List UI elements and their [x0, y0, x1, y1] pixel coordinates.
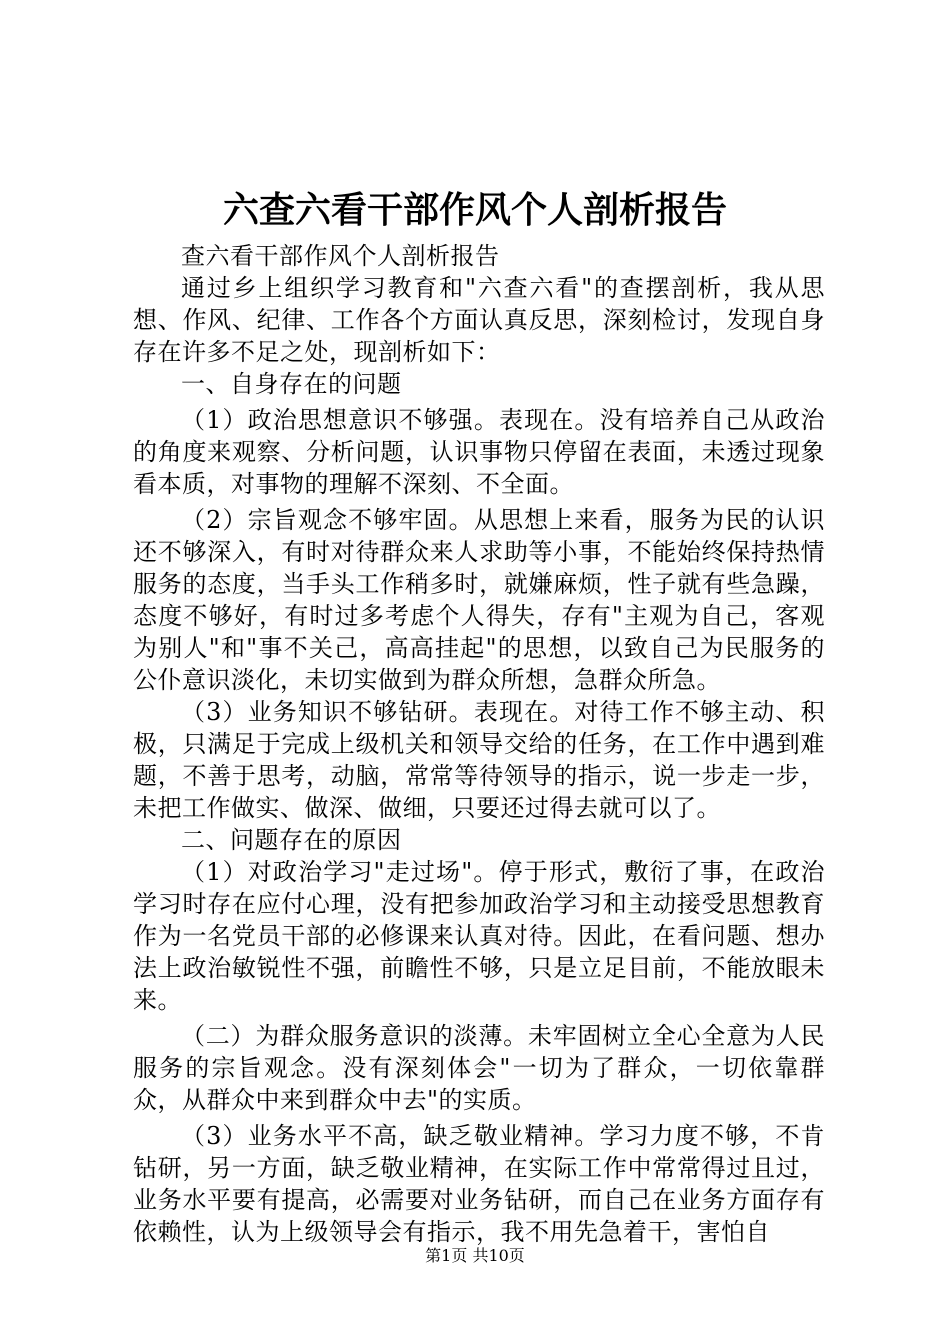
- intro-paragraph: 通过乡上组织学习教育和"六查六看"的查摆剖析，我从思想、作风、纪律、工作各个方面认真反思，深刻检讨，发现自身存在许多不足之处，现剖析如下：: [133, 274, 825, 366]
- document-title: 六查六看干部作风个人剖析报告: [222, 189, 727, 231]
- document-body: [133, 240, 825, 1248]
- section-heading-causes: 二、问题存在的原因: [181, 826, 402, 854]
- cause-paragraph-3: （3）业务水平不高，缺乏敬业精神。学习力度不够，不肯钻研，另一方面，缺乏敬业精神，在实际工作中常常得过且过，业务水平要有提高，必需要对业务钻研，而自己在业务方面存有依赖性，认为上级领导会有指示，我不用先急着干，害怕自: [133, 1122, 825, 1246]
- problem-paragraph-2: （2）宗旨观念不够牢固。从思想上来看，服务为民的认识还不够深入，有时对待群众来人求助等小事，不能始终保持热情服务的态度，当手头工作稍多时，就嫌麻烦，性子就有些急躁，态度不够好，有时过多考虑个人得失，存有"主观为自己，客观为别人"和"事不关己，高高挂起"的思想，以致自己为民服务的公仆意识淡化，未切实做到为群众所想，急群众所急。: [133, 506, 825, 694]
- cause-paragraph-2: （二）为群众服务意识的淡薄。未牢固树立全心全意为人民服务的宗旨观念。没有深刻体会"一切为了群众，一切依靠群众，从群众中来到群众中去"的实质。: [133, 1022, 825, 1114]
- cause-paragraph-1: （1）对政治学习"走过场"。停于形式，敷衍了事，在政治学习时存在应付心理，没有把参加政治学习和主动接受思想教育作为一名党员干部的必修课来认真对待。因此，在看问题、想办法上政治敏锐性不强，前瞻性不够，只是立足目前，不能放眼未来。: [133, 858, 825, 1014]
- subtitle-paragraph: 查六看干部作风个人剖析报告: [181, 242, 500, 270]
- problem-paragraph-3: （3）业务知识不够钻研。表现在。对待工作不够主动、积极，只满足于完成上级机关和领导交给的任务，在工作中遇到难题，不善于思考，动脑，常常等待领导的指示，说一步走一步，未把工作做实、做深、做细，只要还过得去就可以了。: [133, 698, 825, 822]
- problem-paragraph-1: （1）政治思想意识不够强。表现在。没有培养自己从政治的角度来观察、分析问题，认识事物只停留在表面，未透过现象看本质，对事物的理解不深刻、不全面。: [133, 406, 825, 498]
- section-heading-problems: 一、自身存在的问题: [181, 370, 402, 398]
- page-number-footer: 第1页 共10页: [425, 1246, 525, 1265]
